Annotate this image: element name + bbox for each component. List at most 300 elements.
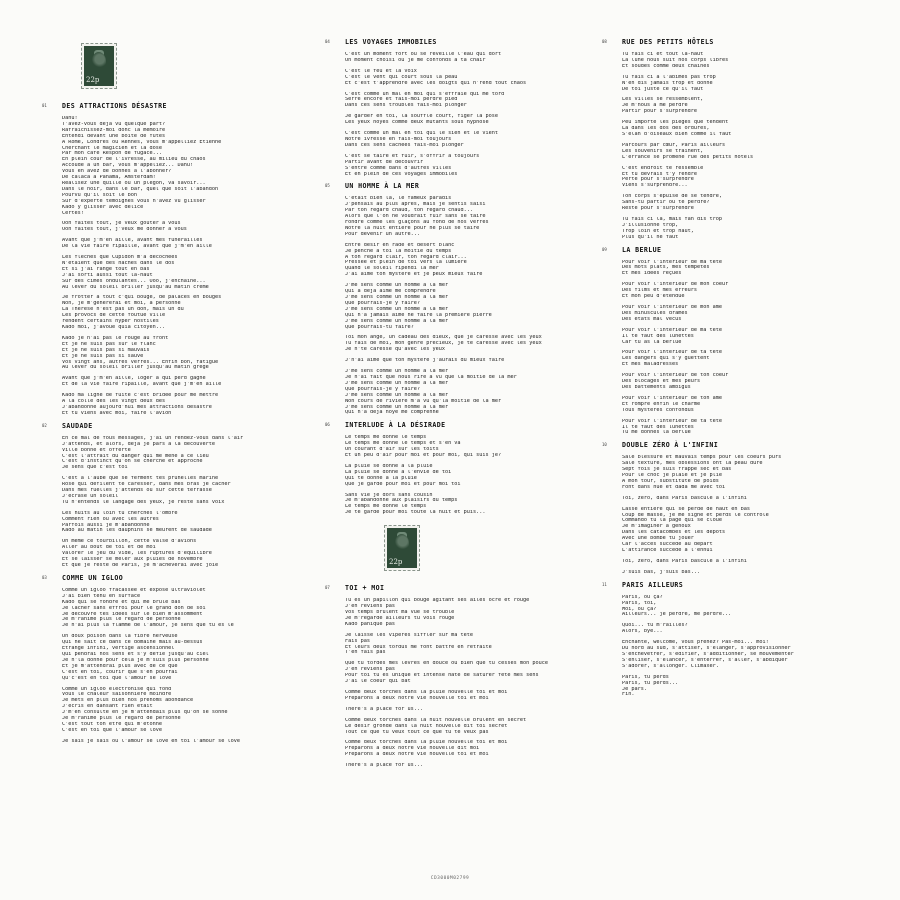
song-section [325, 421, 607, 516]
stanza [62, 376, 312, 388]
stanza [622, 260, 872, 278]
lyric-line: Sur d'experte témoignes vous n'avez vu glisser [62, 198, 206, 204]
lyric-line: Dans les catacombes et les dépôts [622, 530, 726, 536]
lyric-line: J'attends, et alors, déjà je pars à la découverte [62, 441, 216, 447]
lyric-line: De toi juste ce qu'il faut [622, 86, 704, 92]
lyric-line: N'étaient que des haches dans le dos [62, 260, 175, 266]
lyric-line: Kado panique pas [345, 621, 395, 627]
lyric-line: Enchanté, welcome, vous prenez? Pas-moi... moi! [622, 640, 769, 646]
track-number: 01 [42, 103, 47, 108]
lyric-line: Réalisez une quille ou un plegon, va savoir... [62, 180, 206, 186]
song-section [325, 38, 607, 177]
stanza [62, 588, 312, 629]
lyric-line: Les yeux noyés comme deux mutants sous hypnose [345, 120, 489, 126]
lyric-line: Un doux poison dans la fibre nerveuse [62, 634, 178, 640]
stanza [622, 373, 872, 391]
lyric-line: Fais pas [345, 638, 370, 644]
lyric-line: Je mets en plus bien nos prénoms abondance [62, 698, 194, 704]
lyric-line: Dans le noir, dans le bar, quel que soit l'abandon [62, 186, 219, 192]
stanza [622, 166, 872, 190]
stanza [62, 238, 312, 250]
lyric-line: Qui n'a jamais aimé ne faire la première pierre [345, 312, 492, 318]
lyric-line: Et c'est t'apprendre avec les doigts qui n'rend tout chaos [345, 80, 527, 86]
lyric-line: Pour voir l'intérieur de ma tête [622, 327, 722, 333]
lyric-line: J'n'ai aimé que ton mystère j'aurais dû mieux faire [345, 358, 505, 364]
lyric-line: Je sais je sais où l'amour se love en toi l'amour se love [62, 738, 241, 744]
stanza [622, 455, 872, 490]
lyric-line: J'me sens comme un homme à la mer [345, 318, 449, 324]
lyric-line: En plein cour de l'ivresse, au milieu du chaos [62, 157, 206, 163]
lyric-line: Parfois aussi je m'abandonne [62, 522, 150, 528]
lyric-line: Et je ne suis pas si mauvais [62, 347, 150, 353]
lyric-line: Pour voir l'intérieur de mon âme [622, 305, 722, 310]
lyric-line: Cherchant le magicien et la dose [62, 145, 162, 151]
lyric-line: Les souvenirs se traînent, [622, 148, 704, 154]
lyric-line: C'est l'attrait du danger qui me mène à ce lieu [62, 453, 209, 459]
lyric-line: Et soudés comme deux chaînes [622, 63, 710, 69]
lyric-line: Le désir grondé dans la nuit nouvelle dit toi secret [345, 723, 508, 729]
lyric-line: C'est en toi que l'amour se love [62, 727, 162, 733]
lyric-line: Des mots plats, mes tempêtes [622, 265, 710, 271]
stanza [62, 687, 312, 734]
lyric-line: J'illusionne trop, [622, 222, 679, 228]
lyric-line: Je sens que c'est toi [62, 465, 128, 471]
lyric-line: J'en reviens pas [345, 667, 395, 673]
lyric-line: Avec une bombe tu jouer [622, 536, 694, 542]
lyric-line: Ooh faites tout, j'veux me donner à vous [62, 227, 187, 233]
lyric-line: Le temps me donne le temps [345, 504, 427, 510]
stanza [345, 243, 607, 278]
lyric-line: Entre désir en rade et désert blanc [345, 242, 455, 248]
track-number: 07 [325, 585, 330, 591]
lyric-line: Plus qu'il ne faut [622, 234, 679, 240]
lyric-line: Comme deux torches dans la nuit nouvelle brûlent en secret [345, 717, 527, 723]
stanza [345, 92, 607, 110]
stanza [345, 283, 607, 330]
stanza [62, 511, 312, 535]
stanza [622, 396, 872, 414]
stanza [345, 718, 607, 736]
lyric-line: Comme un igloo fracassée et exposé ultraviolet [62, 587, 206, 593]
stanza [345, 661, 607, 685]
stanza [62, 476, 312, 506]
lyric-line: Et se laisser se mêler aux pluies de novembre [62, 557, 203, 563]
song-section [602, 580, 872, 699]
lyric-line: Dans ces sens cachées fais-moi plonger [345, 142, 464, 148]
lyric-line: Moi, où ça? [622, 606, 657, 612]
lyric-line: Un moment choisi où je me confonds à ta chair [345, 57, 486, 63]
lyric-line: Et mon peu d'étendue [622, 294, 685, 300]
lyric-line: C'est comme un mal en moi qui s'effraie qui me tord [345, 91, 505, 97]
stanza [622, 419, 872, 437]
lyric-line: Et tu devrais t'y rendre [622, 171, 697, 177]
lyric-line: Et je ne suis pas si sauvé [62, 353, 144, 359]
lyric-line: Et mes maladresses [622, 362, 679, 368]
lyric-line: La pluie se donne à l'envie de toi [345, 469, 452, 475]
lyric-line: S'entre comme dans d'autres villes [345, 165, 452, 171]
stanza [345, 196, 607, 237]
lyric-line: Vos vingt ans, autres verres... Enfin bon, fatigué [62, 359, 219, 365]
track-number: 03 [42, 574, 47, 580]
lyric-line: Coup de masse, je me signe et perds le contrôle [622, 512, 769, 518]
column-left [42, 38, 312, 750]
lyric-line: Je laisse les vipères siffler sur ma tête [345, 632, 474, 638]
lyric-line: J'écrase un soleil [62, 493, 119, 499]
track-number: 11 [602, 581, 607, 587]
lyric-line: C'est en toi, courir que s'en pourrai [62, 669, 178, 675]
lyric-line: Des minuscules drames [622, 310, 688, 316]
lyric-line: Accoudé à un bar, vous m'appeliez... Dahu! [62, 163, 194, 169]
lyric-line: Je m'imaginer à genoux [622, 524, 691, 530]
lyric-line: S'élan d'oiseaux bien comme il faut [622, 131, 732, 137]
lyric-line: Rose qui défilent te caresser, dans mes bras je cacher [62, 482, 231, 488]
song-section [602, 245, 872, 437]
lyric-line: Que pourrais-tu faire? [345, 324, 414, 330]
lyric-line: J'me sens comme un homme à la mer [345, 283, 449, 289]
stanza [622, 350, 872, 368]
lyric-line: Tu fais ci à l'abîmes pas trop [622, 74, 716, 80]
lyric-line: Serre encore et fais-moi perdre pied [345, 97, 458, 103]
lyric-line: N'en dis jamais trop et donne [622, 80, 713, 86]
queen-portrait-icon [92, 52, 106, 70]
lyric-line: En ce mal de fous messages, j'ai un rendez-vous dans l'air [62, 435, 244, 441]
lyric-line: Je n'te caresse qu'avec les yeux [345, 347, 445, 353]
lyric-line: Je te garde pour moi toute la nuit et puis... [345, 510, 486, 516]
lyric-line: Je m'ranime plus le regard de personne [62, 716, 181, 722]
lyric-line: Sept fois je suis frappé sec et bas [622, 467, 732, 473]
stanza [345, 690, 607, 702]
lyric-line: Les dangers qui s'y guettent [622, 356, 710, 362]
song-title: PARIS AILLEURS [622, 580, 684, 589]
lyric-line: J'pensais au plus après, mais je sentis saisi [345, 202, 486, 208]
lyric-line: Et que je reste de Paris, je m'achèverai avec joie [62, 563, 219, 568]
lyric-line: Préparons à deux notre vie nouvelle toi et moi [345, 695, 489, 701]
stanza [345, 114, 607, 126]
song-section [602, 441, 872, 575]
stanza [345, 598, 607, 628]
lyric-line: J'me sens comme un homme à la mer [345, 380, 449, 386]
stamp-value: 22p [86, 76, 100, 84]
lyric-line: Kado ma ligne de fuite c'est bridée pour me mettre [62, 393, 219, 399]
lyric-line: J'ai le coeur qui bat [345, 679, 411, 685]
lyric-line: Reste pour s'surprendre [622, 206, 694, 212]
lyric-line: L'errance se promène rue des petits hôtels [622, 154, 754, 160]
lyric-line: Là dans les dos des ordures, [622, 126, 710, 132]
lyric-line: There's a place for us... [345, 763, 424, 769]
stanza [62, 255, 312, 290]
lyric-line: Non, je m'générerai et moi, à personne [62, 301, 181, 307]
lyric-line: Et en plein de ces voyages immobiles [345, 171, 458, 177]
lyric-line: Les provocs de cette foutue ville [62, 313, 166, 319]
stanza [622, 507, 872, 554]
lyric-line: C'est le feu et la voix [345, 68, 417, 74]
lyric-line: Trop loin et trop haut, [622, 228, 694, 234]
stanza [622, 282, 872, 300]
lyric-line: Non cours de rivière m'a vu qu'la moitié de la mer [345, 398, 502, 404]
lyric-line: Et rompre enfin le charme [622, 401, 701, 407]
lyric-line: C'est le vent qui court sous la peau [345, 74, 458, 80]
lyric-line: Ton corps s'épuise de se tendre, [622, 194, 722, 200]
song-title: TOI + MOI [345, 584, 385, 593]
lyric-line: Kado y glisser avec délice [62, 204, 144, 210]
lyric-line: La Thérèse n'est pas un don, mais un dû [62, 307, 184, 313]
postage-stamp-top [82, 44, 116, 88]
lyric-line: Rafraîchissez-moi donc la mémoire [62, 127, 166, 133]
lyric-line: Tu es un papillon qui bouge agitant ses ailes ocre et rouge [345, 598, 530, 604]
lyric-line: Qui te donne à la pluie [345, 475, 417, 481]
lyric-line: T'en fais pas [345, 650, 386, 656]
lyric-line: Kado je n'ai pas le rouge au front [62, 335, 169, 341]
lyric-line: À la colle des les vingt deux dés [62, 399, 166, 405]
lyric-line: Paris, tu perds... [622, 680, 679, 686]
stanza [345, 335, 607, 353]
track-number: 05 [325, 183, 330, 189]
lyric-line: Partir avant de découvrir [345, 159, 424, 165]
stanza [345, 707, 607, 713]
song-title: COMME UN IGLOO [62, 573, 124, 582]
lyric-line: Sur des cimes ondulantes... Ooo, j'enchaîne... [62, 278, 206, 284]
stanza [345, 435, 607, 459]
lyric-line: Je lâcher sans effroi pour le grand don de soi [62, 605, 206, 611]
lyric-line: Tu fais ci et tout là-haut [622, 52, 704, 57]
lyric-line: J'me sens comme un homme à la mer [345, 306, 449, 312]
lyric-line: Pour voir l'intérieur de ton coeur [622, 373, 729, 379]
song-title: DES ATTRACTIONS DÉSASTRE [62, 102, 167, 110]
lyric-line: Sans-tu partir ou te perdre? [622, 200, 710, 206]
stanza [622, 97, 872, 115]
lyric-line: Vos temps brûlent ma vue se trouble [345, 610, 455, 615]
track-number: 06 [325, 422, 330, 428]
lyric-line: Il te faut des lunettes [622, 333, 694, 339]
lyric-line: Kado au matin les dauphins se meurent de saudade [62, 528, 212, 534]
lyric-line: Je n'la donne pour cela je m'suis plus personne [62, 657, 209, 663]
song-title: INTERLUDE À LA DÉSIRADE [345, 421, 446, 430]
lyric-line: Tu n'entends le langage des yeux, je reste sans voix [62, 499, 225, 505]
song-section [602, 38, 872, 241]
lyric-line: Ooh faites tout, je veux goûter à vous [62, 221, 181, 227]
lyric-line: Et leurs deux tordus me font battre en retraite [345, 644, 492, 650]
lyric-line: J'abandonne aujourd'hui mes attractions désastre [62, 404, 212, 410]
lyric-line: Pour voir l'intérieur de ta tête [622, 350, 722, 356]
stanza [345, 464, 607, 488]
lyric-line: Je n'ai plus la flamme de l'amour, je sens que tu es le [62, 623, 234, 629]
track-number: 10 [602, 442, 607, 448]
lyric-line: Dans mes ruelles j'attends ou sur cette terrasse [62, 488, 212, 494]
lyric-line: Et je m'attendrai plus avec de ce que [62, 663, 178, 669]
lyric-line: Quand le soleil ripendi la mer [345, 266, 439, 272]
lyric-line: Que je garde pour moi et pour moi toi [345, 481, 461, 487]
track-number: 08 [602, 39, 607, 44]
lyric-line: C'est à l'aube que se ferment tes prunelles marine [62, 476, 219, 482]
lyric-line: Notre la nuit entière pour ne plus se taire [345, 225, 480, 231]
lyric-line: Aller au bout de toi et de moi [62, 545, 156, 551]
lyric-line: Du nord au sud, s'attiser, s'élanger, s'approvisionner [622, 646, 791, 652]
lyric-line: Je penche à toi la moitié du temps [345, 248, 452, 254]
stanza [345, 493, 607, 517]
lyric-line: Et de la vie faire ripaille, avant que j'm'en aille [62, 382, 222, 388]
lyric-line: Sale blessure et mauvais temps pour les coeurs purs [622, 455, 782, 461]
lyric-line: Certes! [62, 210, 84, 216]
lyric-line: Font dans hue et dada me avec toi [622, 484, 726, 490]
lyric-line: Ville bonne et offerte [62, 447, 131, 453]
lyric-line: S'adorer, s'allonger. Climaxer. [622, 663, 719, 669]
lyric-line: Pour le choc je plaie et je plie [622, 473, 722, 479]
lyric-line: Comme un igloo électronisé qui fond [62, 686, 172, 692]
lyric-line: Ailleurs... je perdre, me perdre... [622, 612, 732, 618]
lyric-line: Kado qui se fondre et qui me brûle bas [62, 599, 181, 605]
lyric-line: Tu fais ci là, mais fan dis trop [622, 216, 722, 222]
song-section [42, 102, 312, 417]
stanza [622, 640, 872, 670]
lyric-line: J'me sens comme un homme à la mer [345, 392, 449, 398]
lyric-line: Paris, où ça? [622, 594, 663, 600]
lyric-line: Dans ces sens troubles fais-moi plonger [345, 103, 467, 109]
lyric-line: Paris, toi, [622, 600, 657, 606]
lyric-line: J'me sens comme un homme à la mer [345, 369, 449, 375]
track-number: 09 [602, 246, 607, 252]
lyric-line: Sans vie je dors sans cousin [345, 492, 433, 498]
lyric-line: Par mon café Respon de fugace... [62, 151, 162, 157]
lyric-line: Notre ivresse en fais-moi toujours [345, 136, 452, 142]
lyric-line: Alors que l'on ne voudrait fuir sans se taire [345, 214, 486, 220]
lyric-line: Des blocages et mes peurs [622, 379, 701, 385]
lyric-line: J'm'en consulte en je m'attendais plus qu'on se sonne [62, 710, 228, 716]
lyric-line: Toi, zéro, dans Paris bascule à l'infini [622, 495, 747, 501]
lyric-line: Kado moi, j'avoue quia citoyen... [62, 325, 166, 330]
lyric-line: Et mes idées reçues [622, 271, 682, 277]
lyric-line: Dahu! [62, 116, 78, 121]
song-section [325, 182, 607, 416]
lyric-line: La pluie se donne à la pluie [345, 463, 433, 469]
lyric-line: There's a place for us... [345, 706, 424, 712]
stanza [622, 217, 872, 241]
lyric-line: Pressée et plein de toi vers la lumière [345, 260, 467, 266]
lyric-line: J'ai aimé ton mystère et je peux mieux faire [345, 272, 483, 278]
lyric-line: C'est un moment fort où se réveille l'eau qui dort [345, 52, 502, 57]
stanza [622, 143, 872, 161]
lyric-line: Tu fais de moi, mon genre précieux, je te caresse avec les yeux [345, 341, 542, 347]
lyric-line: Des battements ambigus [622, 384, 691, 390]
stanza [62, 116, 312, 216]
song-section [325, 581, 607, 769]
lyric-line: Je m'nous à me perdre [622, 103, 688, 109]
lyric-line: Toi, zéro, dans Paris bascule à l'infini [622, 558, 747, 564]
song-section [42, 573, 312, 745]
lyric-line: Des états mal vécus [622, 316, 682, 322]
lyric-line: Le temps me donne le temps et s'en va [345, 441, 461, 447]
stanza [62, 393, 312, 417]
stanza [622, 194, 872, 212]
lyric-line: Je m'ranime plus le regard de personne [62, 617, 181, 623]
stanza [622, 305, 872, 323]
lyric-line: De la vie faire ripaille, avant que j'm'en aille [62, 244, 212, 250]
stanza [62, 436, 312, 471]
lyric-line: L'attirance succède à l'ennui [622, 548, 713, 553]
lyric-line: Au lever du soleil briller jusqu'au matin grège [62, 365, 209, 371]
lyric-line: Et je ne suis pas sur le flanc [62, 341, 156, 347]
lyric-line: Perte pour s'surprendre [622, 177, 694, 183]
lyric-line: rendent certains hyper hostiles [62, 319, 159, 325]
lyric-line: Paris, tu perds [622, 674, 669, 680]
lyric-line: C'est d'instinct qu'on se cherche et approche [62, 459, 203, 465]
column-right [602, 38, 872, 703]
stanza [622, 328, 872, 346]
song-title: RUE DES PETITS HÔTELS [622, 38, 714, 46]
lyric-line: Au lever du soleil briller jusqu'au matin crème [62, 284, 209, 290]
lyric-line: J'suis bas, j'suis bas... [622, 569, 701, 575]
stanza [345, 358, 607, 364]
stanza [62, 295, 312, 330]
lyric-line: Je m'abandonne aux plaisirs du temps [345, 498, 458, 504]
lyric-line: Qui n'a déjà noyé me comprenne [345, 410, 439, 416]
stanza [622, 570, 872, 576]
lyric-line: Qui pendrai nos sens et s'y défie jusqu'au ciel [62, 651, 209, 657]
lyric-line: Parcours par cœur, Paris ailleurs [622, 142, 726, 148]
lyric-line: C'est comme un mal en toi qui le sien et le vient [345, 131, 499, 137]
song-title: LES VOYAGES IMMOBILES [345, 38, 437, 46]
stanza [345, 154, 607, 178]
lyric-line: Que pourrais-je y faire? [345, 386, 420, 392]
lyric-line: Car l'accès succède au départ [622, 542, 713, 548]
lyric-line: À Rome, Londres ou Rennes, vous m'appelliez Étienne [62, 139, 222, 145]
lyric-line: La lune nous suit nos corps libres [622, 57, 729, 63]
lyric-line: Fondre comme les glaçons au fond de nos verres [345, 220, 489, 226]
lyric-line: Étrange infini, vertige ascensionnel [62, 646, 175, 652]
lyric-line: Lasse entière qui se perde de haut en bas [622, 506, 751, 512]
postage-stamp-middle [385, 526, 419, 570]
lyric-line: Entendi devant une boîte de fûtes [62, 133, 166, 139]
song-title: DOUBLE ZÉRO À L'INFINI [622, 441, 719, 450]
lyric-line: À ton regard clair, ton regard clair... [345, 254, 467, 260]
lyric-line: Vous le chaleur saisonnière moindre [62, 692, 172, 698]
lyric-line: S'enliser, s'élancer, s'enterrer, s'aller, s'abdiquer [622, 657, 788, 663]
lyric-line: Et tu viens avec moi, faire l'avion [62, 410, 172, 416]
stanza [622, 496, 872, 502]
lyric-line: Que tu tordes mes lèvres en douce ou bien que tu cesses mon pouce [345, 661, 549, 667]
lyric-line: Je découvre tes idées sur le bien m'assomment [62, 611, 203, 617]
stamp-value: 22p [389, 558, 403, 567]
lyric-line: Pour voir l'intérieur de ma tête [622, 259, 722, 265]
queen-portrait-icon [395, 534, 409, 552]
lyric-line: Des films et mes erreurs [622, 288, 697, 294]
column-middle [325, 38, 607, 774]
lyric-line: Pour devenir un autre... [345, 231, 420, 237]
lyric-line: Un courant d'air sur les toits [345, 447, 439, 453]
lyric-line: Tous mystères confondus [622, 407, 694, 413]
stanza [345, 763, 607, 769]
lyric-line: Viens s'surprendre... [622, 183, 688, 189]
lyric-line: J'me sens comme un homme à la mer [345, 295, 449, 300]
lyric-line: Les nuits au loin tu cherches l'ombre [62, 510, 178, 516]
stanza [622, 675, 872, 699]
stanza [345, 369, 607, 416]
lyric-line: Qui ne sait ce dans ce domaine mais au-dessus [62, 640, 203, 646]
stanza [345, 633, 607, 657]
track-number: 02 [42, 422, 47, 428]
lyric-line: Comment rien ou avec les autres [62, 516, 159, 522]
lyric-line: J'ai bien tenu en surface [62, 593, 141, 599]
lyric-line: C'est se taire et fuir, s'offrir à toujours [345, 153, 480, 159]
lyric-line: Préparons à deux notre vie nouvelle dit moi [345, 746, 480, 752]
lyric-line: À mon tour, substitute de poids [622, 478, 719, 484]
lyric-line: Car tu as la berlue [622, 339, 682, 345]
lyric-line: Pour voir l'intérieur de ta tête [622, 418, 722, 424]
catalog-number: CD3000M02799 [430, 876, 470, 881]
lyric-line: J'en reviens pas [345, 604, 395, 610]
lyric-line: De calaca à Panama, Amsterdam! [62, 175, 156, 181]
lyric-line: S'enchevêtrer, s'édifier, s'additionner, se mouvementer [622, 651, 794, 657]
lyric-line: Je garder en toi, la souffle court, figer la pose [345, 114, 499, 120]
